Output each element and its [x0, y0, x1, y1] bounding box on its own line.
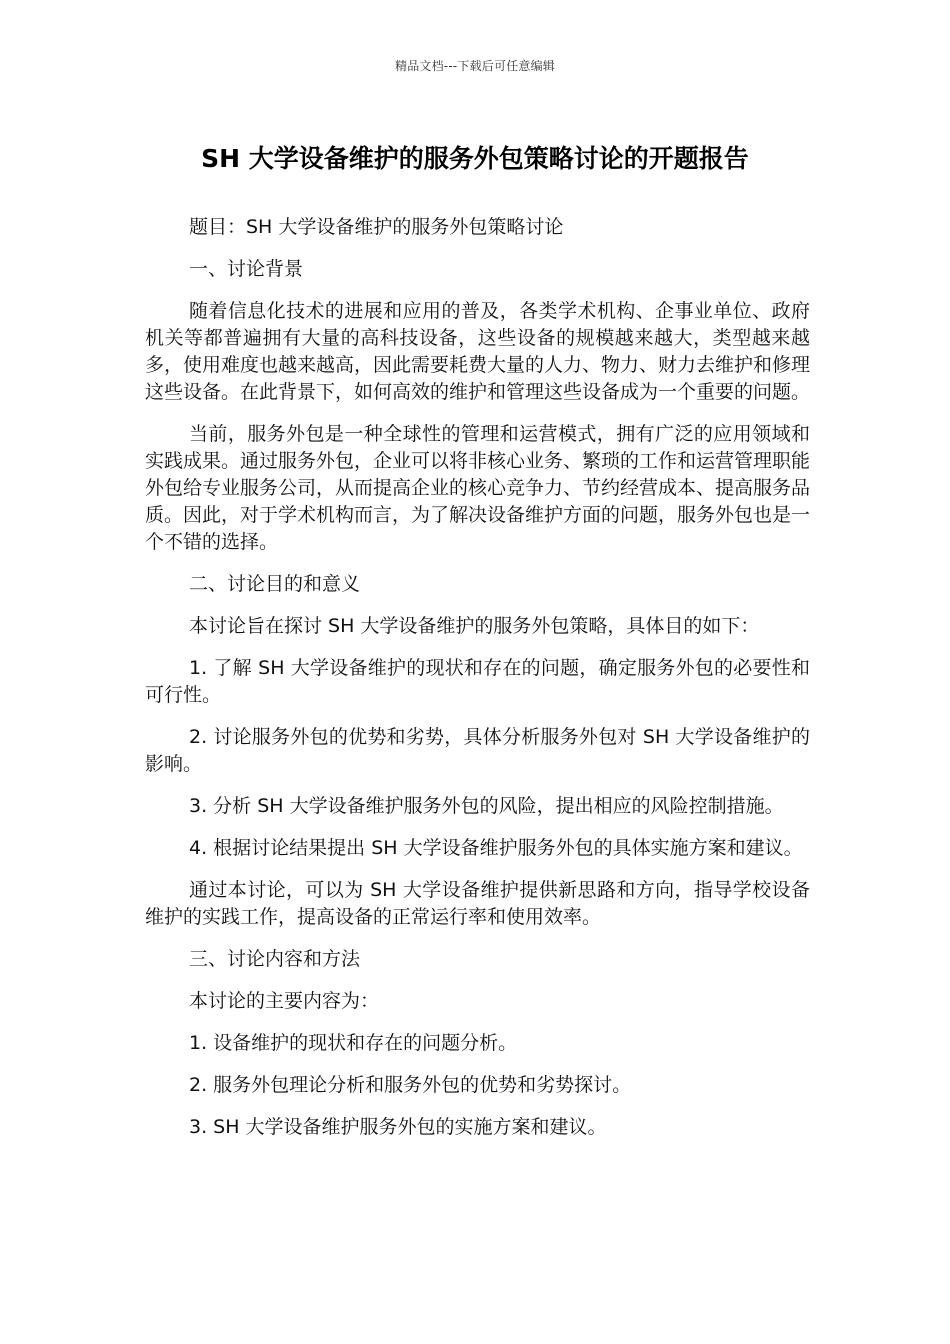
content-item-2: 2. 服务外包理论分析和服务外包的优势和劣势探讨。	[189, 1074, 632, 1096]
document-title: SH 大学设备维护的服务外包策略讨论的开题报告	[201, 144, 749, 173]
paragraph-purpose-intro: 本讨论旨在探讨 SH 大学设备维护的服务外包策略，具体目的如下：	[189, 615, 760, 637]
paragraph-purpose-summary: 通过本讨论，可以为 SH 大学设备维护提供新思路和方向，指导学校设备维护的实践工作，提高设备的正常运行率和使用效率。	[145, 879, 810, 928]
purpose-item-4: 4. 根据讨论结果提出 SH 大学设备维护服务外包的具体实施方案和建议。	[189, 837, 803, 859]
content-item-1: 1. 设备维护的现状和存在的问题分析。	[189, 1032, 518, 1054]
purpose-item-3: 3. 分析 SH 大学设备维护服务外包的风险，提出相应的风险控制措施。	[189, 795, 784, 817]
purpose-item-1: 1. 了解 SH 大学设备维护的现状和存在的问题，确定服务外包的必要性和可行性。	[145, 657, 810, 706]
paragraph-background-1: 随着信息化技术的进展和应用的普及，各类学术机构、企事业单位、政府机关等都普遍拥有大量的高科技设备，这些设备的规模越来越大，类型越来越多，使用难度也越来越高，因此需要耗费大量的人力、物力、财力去维护和修理这些设备。在此背景下，如何高效的维护和管理这些设备成为一个重要的问题。	[145, 300, 811, 403]
section-heading-content: 三、讨论内容和方法	[189, 948, 361, 970]
content-item-3: 3. SH 大学设备维护服务外包的实施方案和建议。	[189, 1116, 607, 1138]
header-note: 精品文档---下载后可任意编辑	[395, 59, 555, 73]
document-body	[145, 214, 810, 1156]
section-heading-background: 一、讨论背景	[189, 258, 304, 280]
section-heading-purpose: 二、讨论目的和意义	[189, 573, 361, 595]
topic-line: 题目：SH 大学设备维护的服务外包策略讨论	[189, 216, 564, 238]
paragraph-content-intro: 本讨论的主要内容为：	[189, 990, 380, 1012]
purpose-item-2: 2. 讨论服务外包的优势和劣势，具体分析服务外包对 SH 大学设备维护的影响。	[145, 726, 810, 775]
paragraph-background-2: 当前，服务外包是一种全球性的管理和运营模式，拥有广泛的应用领域和实践成果。通过服务外包，企业可以将非核心业务、繁琐的工作和运营管理职能外包给专业服务公司，从而提高企业的核心竞争力、节约经营成本、提高服务品质。因此，对于学术机构而言，为了解决设备维护方面的问题，服务外包也是一个不错的选择。	[145, 423, 811, 553]
